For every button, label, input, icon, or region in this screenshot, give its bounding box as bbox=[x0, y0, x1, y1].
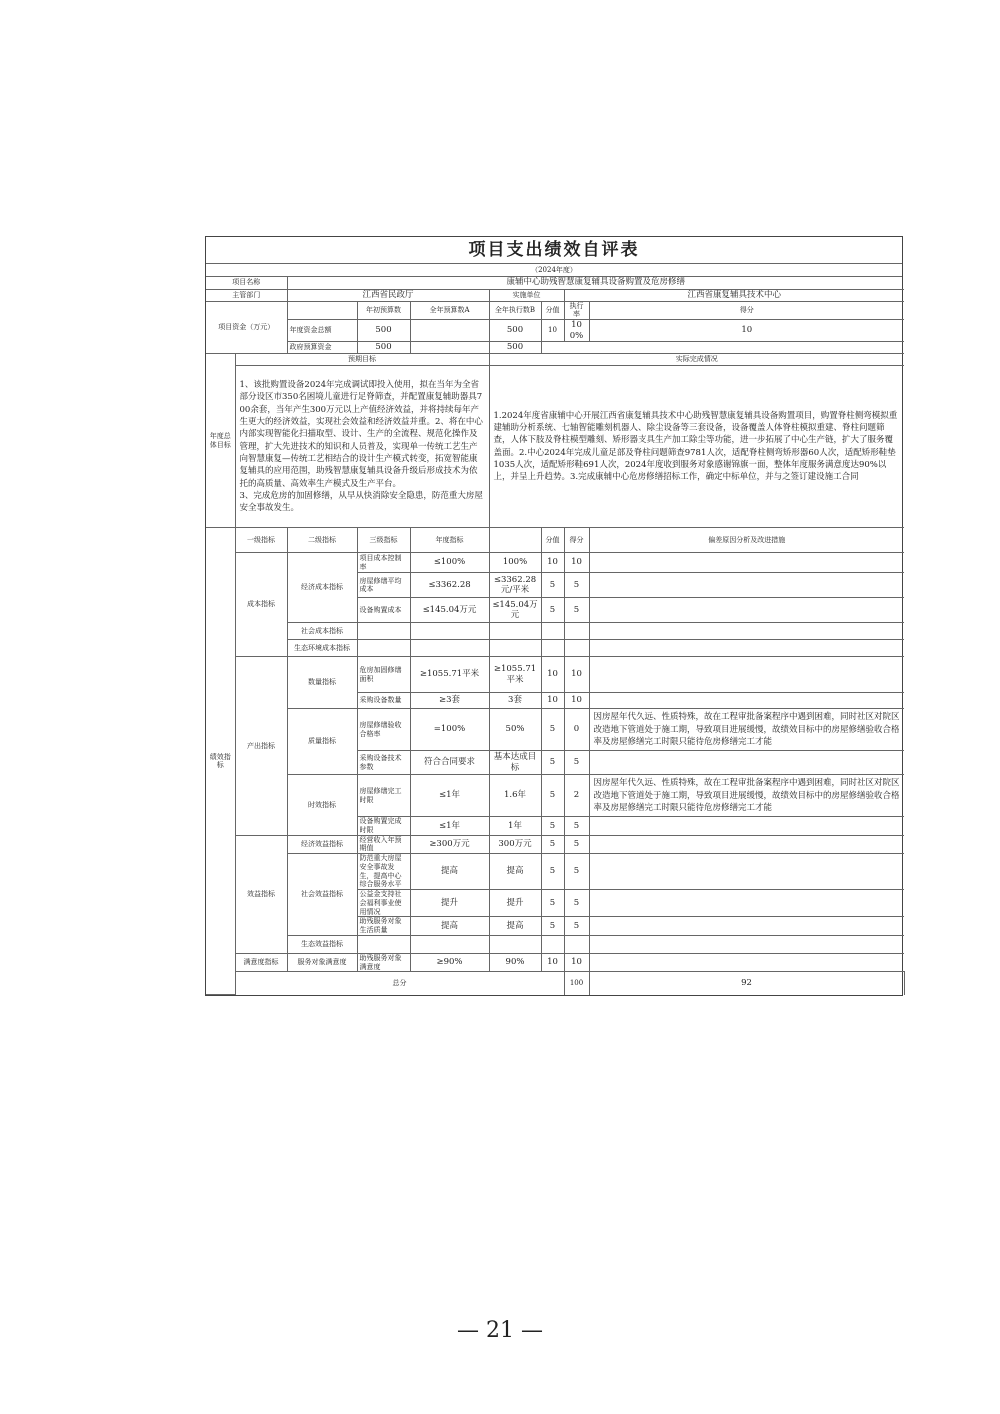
table-row bbox=[206, 623, 904, 640]
l1-satisfaction: 满意度指标 bbox=[235, 953, 287, 972]
l2-social-cost: 社会成本指标 bbox=[287, 623, 357, 640]
table-row bbox=[206, 835, 904, 854]
col-score-weight: 分值 bbox=[541, 301, 564, 320]
project-name-label: 项目名称 bbox=[206, 277, 287, 289]
indicator-name: 公益金支持社会福利事业使用情况 bbox=[357, 890, 410, 917]
indicator-name: 助残服务对象生活质量 bbox=[357, 917, 410, 936]
analysis-quality: 因房屋年代久远、性质特殊，故在工程审批备案程序中遇到困难，同时社区对院区改造地下管道处于施工期，导致项目进展缓慢，故绩效目标中的房屋修缮验收合格率及房屋修缮完工时限只能待危房修缮完工才能 bbox=[589, 709, 904, 751]
h-target: 年度指标 bbox=[410, 528, 489, 553]
total-label: 总分 bbox=[235, 972, 564, 995]
indicator-actual: 1.6年 bbox=[489, 775, 541, 817]
indicator-score: 5 bbox=[564, 854, 589, 890]
indicator-actual: 提升 bbox=[489, 890, 541, 917]
indicator-name: 防范重大房屋安全事故发生，提高中心综合服务水平 bbox=[357, 854, 410, 890]
page-number: — 21 — bbox=[457, 1318, 543, 1343]
total-full bbox=[410, 320, 489, 342]
indicator-name: 助残服务对象满意度 bbox=[357, 953, 410, 972]
indicator-target: ≥1055.71平米 bbox=[410, 657, 489, 693]
dept: 江西省民政厅 bbox=[287, 289, 489, 301]
indicator-score: 5 bbox=[564, 835, 589, 854]
table-row bbox=[206, 553, 904, 573]
performance-self-evaluation-form bbox=[205, 236, 903, 996]
total-rate: 100% bbox=[564, 320, 589, 342]
indicator-actual: 50% bbox=[489, 709, 541, 751]
h-analysis: 偏差原因分析及改进措施 bbox=[589, 528, 904, 553]
l2-social-benefit: 社会效益指标 bbox=[287, 854, 357, 936]
indicator-actual: ≤3362.28元/平米 bbox=[489, 573, 541, 598]
indicator-score: 10 bbox=[564, 553, 589, 573]
indicator-actual: 3套 bbox=[489, 693, 541, 709]
indicator-actual: 300万元 bbox=[489, 835, 541, 854]
total-weight: 100 bbox=[564, 972, 589, 995]
indicator-weight: 5 bbox=[541, 751, 564, 775]
indicator-name: 项目成本控制率 bbox=[357, 553, 410, 573]
dept-label: 主管部门 bbox=[206, 289, 287, 301]
col-full-budget: 全年预算数A bbox=[410, 301, 489, 320]
indicator-actual: 提高 bbox=[489, 854, 541, 890]
indicator-actual: ≤145.04万元 bbox=[489, 598, 541, 623]
col-exec: 全年执行数B bbox=[489, 301, 541, 320]
l1-benefit: 效益指标 bbox=[235, 835, 287, 953]
indicator-weight: 5 bbox=[541, 835, 564, 854]
impl-label: 实施单位 bbox=[489, 289, 564, 301]
indicator-target: ≥3套 bbox=[410, 693, 489, 709]
year-note: （2024年度） bbox=[206, 264, 902, 277]
indicator-name: 房屋修缮平均成本 bbox=[357, 573, 410, 598]
expected-goals-text: 1、该批购置设备2024年完成调试即投入使用，拟在当年为全省部分设区市350名困境儿童进行足脊筛查，并配置康复辅助器具700余套，当年产生300万元以上产值经济效益，并将持续每年产生更大的经济效益，实现社会效益和经济效益并重。2、将在中心内部实现智能化扫描取型、设计、生产的全流程、规范化操作及管理，扩大先进技术的知识和人员普及，实现单一传统工艺生产向智慧康复—传统工艺相结合的设计生产模式转变，拓宽智能康复辅具的应用范围，助残智慧康复辅具设备升级后形成技术为依托的高质量、高效率生产模式及生产平台。 3、完成危房的加固修缮，从早从快消除安全隐患，防范重大房屋安全事故发生。 bbox=[235, 366, 489, 528]
indicator-name: 设备购置完成时限 bbox=[357, 817, 410, 836]
table-row bbox=[206, 935, 904, 953]
indicator-target: 提高 bbox=[410, 854, 489, 890]
fund-header-row bbox=[206, 301, 904, 320]
indicator-score: 5 bbox=[564, 573, 589, 598]
impl-unit: 江西省康复辅具技术中心 bbox=[564, 289, 904, 301]
gov-label: 政府预算资金 bbox=[287, 342, 357, 354]
table-row bbox=[206, 657, 904, 693]
indicator-target: ≤100% bbox=[410, 553, 489, 573]
l1-cost: 成本指标 bbox=[235, 553, 287, 657]
total-initial: 500 bbox=[357, 320, 410, 342]
analysis-time: 因房屋年代久远、性质特殊，故在工程审批备案程序中遇到困难，同时社区对院区改造地下管道处于施工期，导致项目进展缓慢，故绩效目标中的房屋修缮验收合格率及房屋修缮完工时限只能待危房修缮完工才能 bbox=[589, 775, 904, 817]
indicator-actual: 100% bbox=[489, 553, 541, 573]
indicator-actual: 90% bbox=[489, 953, 541, 972]
indicator-weight: 10 bbox=[541, 953, 564, 972]
indicator-name: 采购设备技术参数 bbox=[357, 751, 410, 775]
perf-section-label: 绩效指标 bbox=[206, 528, 235, 995]
table-row bbox=[206, 854, 904, 890]
expected-header: 预期目标 bbox=[235, 354, 489, 366]
actual-header: 实际完成情况 bbox=[489, 354, 904, 366]
indicator-actual: 提高 bbox=[489, 917, 541, 936]
goals-text-row bbox=[206, 366, 904, 528]
h-weight: 分值 bbox=[541, 528, 564, 553]
h-level3: 三级指标 bbox=[357, 528, 410, 553]
col-initial-budget: 年初预算数 bbox=[357, 301, 410, 320]
goals-header-row bbox=[206, 354, 904, 366]
indicator-target: ≤145.04万元 bbox=[410, 598, 489, 623]
indicator-score: 0 bbox=[564, 709, 589, 751]
l2-eco-benefit: 生态效益指标 bbox=[287, 935, 357, 953]
indicator-score: 10 bbox=[564, 657, 589, 693]
indicator-weight: 5 bbox=[541, 775, 564, 817]
h-level1: 一级指标 bbox=[235, 528, 287, 553]
perf-header-row bbox=[206, 528, 904, 553]
indicator-score: 5 bbox=[564, 817, 589, 836]
indicator-score: 5 bbox=[564, 890, 589, 917]
indicator-target: =100% bbox=[410, 709, 489, 751]
l2-econ-benefit: 经济效益指标 bbox=[287, 835, 357, 854]
fund-gov-row bbox=[206, 342, 904, 354]
l2-quality: 质量指标 bbox=[287, 709, 357, 775]
indicator-score: 10 bbox=[564, 953, 589, 972]
indicator-weight: 10 bbox=[541, 553, 564, 573]
total-weight: 10 bbox=[541, 320, 564, 342]
indicator-weight: 5 bbox=[541, 598, 564, 623]
dept-row bbox=[206, 289, 904, 301]
indicator-name: 房屋修缮完工时限 bbox=[357, 775, 410, 817]
indicator-actual: ≥1055.71平米 bbox=[489, 657, 541, 693]
total-label: 年度资金总额 bbox=[287, 320, 357, 342]
indicator-score: 5 bbox=[564, 598, 589, 623]
indicator-name: 危房加固修缮面积 bbox=[357, 657, 410, 693]
table-row bbox=[206, 953, 904, 972]
gov-initial: 500 bbox=[357, 342, 410, 354]
h-actual bbox=[489, 528, 541, 553]
indicator-score: 10 bbox=[564, 693, 589, 709]
indicator-target: ≤3362.28 bbox=[410, 573, 489, 598]
indicator-target: ≤1年 bbox=[410, 817, 489, 836]
indicator-target: ≥300万元 bbox=[410, 835, 489, 854]
h-level2: 二级指标 bbox=[287, 528, 357, 553]
indicator-score: 2 bbox=[564, 775, 589, 817]
gov-exec: 500 bbox=[489, 342, 541, 354]
actual-goals-text: 1.2024年度省康辅中心开展江西省康复辅具技术中心助残智慧康复辅具设备购置项目，购置脊柱侧弯模拟重建辅助分析系统、七轴智能雕刻机器人、除尘设备等三套设备，设备覆盖人体脊柱模拟重建、脊柱问题筛查，人体下肢及脊柱模型雕刻、矫形器支具生产加工除尘等功能，进一步拓展了中心生产链，扩大了服务覆盖面。2.中心2024年完成儿童足部及脊柱问题筛查9781人次，适配脊柱侧弯矫形器60人次，适配矫形鞋垫1035人次，适配矫形鞋691人次，2024年度收到服务对象感谢锦旗一面，整体年度服务满意度达90%以上，并呈上升趋势。3.完成康辅中心危房修缮招标工作，确定中标单位，并与之签订建设施工合同 bbox=[489, 366, 904, 528]
indicator-weight: 5 bbox=[541, 854, 564, 890]
l2-eco-cost: 生态环境成本指标 bbox=[287, 640, 357, 657]
fund-label: 项目资金（万元） bbox=[206, 301, 287, 354]
l2-quantity: 数量指标 bbox=[287, 657, 357, 709]
indicator-weight: 5 bbox=[541, 917, 564, 936]
indicator-target: 符合合同要求 bbox=[410, 751, 489, 775]
indicator-weight: 5 bbox=[541, 709, 564, 751]
total-row bbox=[206, 972, 904, 995]
indicator-target: ≤1年 bbox=[410, 775, 489, 817]
indicator-weight: 10 bbox=[541, 693, 564, 709]
indicator-name: 经营收入年预期值 bbox=[357, 835, 410, 854]
table-row bbox=[206, 640, 904, 657]
project-name-row bbox=[206, 277, 904, 289]
indicator-weight: 5 bbox=[541, 573, 564, 598]
indicator-name: 设备购置成本 bbox=[357, 598, 410, 623]
h-score: 得分 bbox=[564, 528, 589, 553]
l2-time: 时效指标 bbox=[287, 775, 357, 835]
table-row bbox=[206, 709, 904, 751]
indicator-weight: 5 bbox=[541, 817, 564, 836]
indicator-score: 5 bbox=[564, 917, 589, 936]
indicator-actual: 基本达成目标 bbox=[489, 751, 541, 775]
indicator-weight: 10 bbox=[541, 657, 564, 693]
total-score: 10 bbox=[589, 320, 904, 342]
col-score: 得分 bbox=[589, 301, 904, 320]
fund-total-row bbox=[206, 320, 904, 342]
col-exec-rate: 执行率 bbox=[564, 301, 589, 320]
indicator-target: 提升 bbox=[410, 890, 489, 917]
l2-service: 服务对象满意度 bbox=[287, 953, 357, 972]
total-exec: 500 bbox=[489, 320, 541, 342]
l1-output: 产出指标 bbox=[235, 657, 287, 835]
indicator-name: 房屋修缮验收合格率 bbox=[357, 709, 410, 751]
form-title: 项目支出绩效自评表 bbox=[206, 237, 902, 264]
l2-econ-cost: 经济成本指标 bbox=[287, 553, 357, 623]
project-name: 康辅中心助残智慧康复辅具设备购置及危房修缮 bbox=[287, 277, 904, 289]
indicator-name: 采购设备数量 bbox=[357, 693, 410, 709]
table-row bbox=[206, 775, 904, 817]
form-table bbox=[206, 277, 904, 995]
indicator-weight: 5 bbox=[541, 890, 564, 917]
indicator-target: 提高 bbox=[410, 917, 489, 936]
indicator-target: ≥90% bbox=[410, 953, 489, 972]
indicator-actual: 1年 bbox=[489, 817, 541, 836]
total-score: 92 bbox=[589, 972, 904, 995]
goals-row-label: 年度总体目标 bbox=[206, 354, 235, 528]
indicator-score: 5 bbox=[564, 751, 589, 775]
